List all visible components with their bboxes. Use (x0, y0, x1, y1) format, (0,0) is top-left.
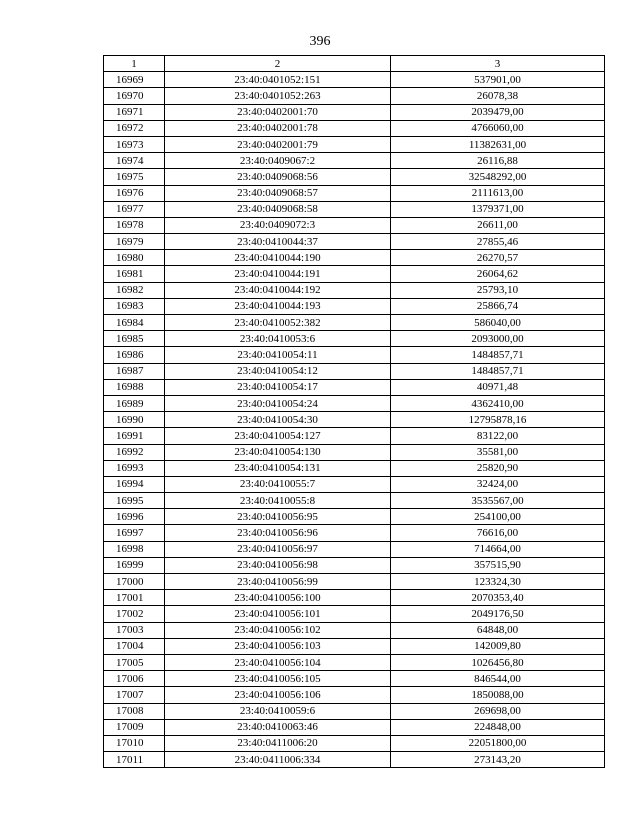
value-cell: 142009,80 (391, 638, 605, 654)
table-row (104, 153, 605, 169)
value-cell: 25820,90 (391, 460, 605, 476)
row-number-cell: 16991 (104, 428, 165, 444)
cadastral-number-cell: 23:40:0410056:101 (165, 606, 391, 622)
row-number-cell: 17004 (104, 638, 165, 654)
row-number-cell: 16987 (104, 363, 165, 379)
table-row (104, 476, 605, 492)
value-cell: 32424,00 (391, 476, 605, 492)
table-row (104, 136, 605, 152)
row-number-cell: 17001 (104, 590, 165, 606)
cadastral-number-cell: 23:40:0401052:263 (165, 88, 391, 104)
table-row (104, 363, 605, 379)
table-row (104, 201, 605, 217)
row-number-cell: 16977 (104, 201, 165, 217)
row-number-cell: 16975 (104, 169, 165, 185)
value-cell: 32548292,00 (391, 169, 605, 185)
row-number-cell: 16981 (104, 266, 165, 282)
row-number-cell: 16994 (104, 476, 165, 492)
value-cell: 2070353,40 (391, 590, 605, 606)
table-row (104, 752, 605, 768)
value-cell: 11382631,00 (391, 136, 605, 152)
cadastral-number-cell: 23:40:0411006:334 (165, 752, 391, 768)
row-number-cell: 16979 (104, 234, 165, 250)
cadastral-number-cell: 23:40:0410055:7 (165, 476, 391, 492)
table-row (104, 638, 605, 654)
cadastral-number-cell: 23:40:0410056:104 (165, 654, 391, 670)
value-cell: 26078,38 (391, 88, 605, 104)
table-row (104, 444, 605, 460)
cadastral-number-cell: 23:40:0410056:97 (165, 541, 391, 557)
value-cell: 2111613,00 (391, 185, 605, 201)
value-cell: 123324,30 (391, 574, 605, 590)
row-number-cell: 17005 (104, 654, 165, 670)
cadastral-number-cell: 23:40:0410044:192 (165, 282, 391, 298)
value-cell: 1379371,00 (391, 201, 605, 217)
row-number-cell: 16998 (104, 541, 165, 557)
row-number-cell: 16989 (104, 395, 165, 411)
table-row (104, 493, 605, 509)
table-row (104, 606, 605, 622)
table-row (104, 395, 605, 411)
value-cell: 2093000,00 (391, 331, 605, 347)
table-row (104, 250, 605, 266)
table-row (104, 509, 605, 525)
value-cell: 12795878,16 (391, 412, 605, 428)
table-row (104, 72, 605, 88)
table-row (104, 282, 605, 298)
value-cell: 26064,62 (391, 266, 605, 282)
table-row (104, 525, 605, 541)
cadastral-number-cell: 23:40:0410054:30 (165, 412, 391, 428)
cadastral-number-cell: 23:40:0410056:96 (165, 525, 391, 541)
row-number-cell: 16978 (104, 217, 165, 233)
row-number-cell: 16976 (104, 185, 165, 201)
table-row (104, 266, 605, 282)
value-cell: 224848,00 (391, 719, 605, 735)
value-cell: 35581,00 (391, 444, 605, 460)
cadastral-number-cell: 23:40:0402001:78 (165, 120, 391, 136)
table-row (104, 557, 605, 573)
row-number-cell: 16999 (104, 557, 165, 573)
page-number: 396 (309, 34, 331, 49)
cadastral-number-cell: 23:40:0410056:100 (165, 590, 391, 606)
row-number-cell: 16992 (104, 444, 165, 460)
value-cell: 25793,10 (391, 282, 605, 298)
table-row (104, 654, 605, 670)
row-number-cell: 17006 (104, 671, 165, 687)
cadastral-number-cell: 23:40:0409068:58 (165, 201, 391, 217)
table-row (104, 120, 605, 136)
value-cell: 2049176,50 (391, 606, 605, 622)
cadastral-number-cell: 23:40:0401052:151 (165, 72, 391, 88)
value-cell: 76616,00 (391, 525, 605, 541)
cadastral-number-cell: 23:40:0402001:70 (165, 104, 391, 120)
cadastral-number-cell: 23:40:0402001:79 (165, 136, 391, 152)
value-cell: 586040,00 (391, 315, 605, 331)
row-number-cell: 16984 (104, 315, 165, 331)
cadastral-number-cell: 23:40:0409067:2 (165, 153, 391, 169)
cadastral-number-cell: 23:40:0410056:105 (165, 671, 391, 687)
value-cell: 4362410,00 (391, 395, 605, 411)
row-number-cell: 16995 (104, 493, 165, 509)
value-cell: 27855,46 (391, 234, 605, 250)
row-number-cell: 16982 (104, 282, 165, 298)
value-cell: 537901,00 (391, 72, 605, 88)
cadastral-number-cell: 23:40:0409068:57 (165, 185, 391, 201)
table-row (104, 703, 605, 719)
row-number-cell: 16996 (104, 509, 165, 525)
table-row (104, 169, 605, 185)
table-row (104, 88, 605, 104)
value-cell: 846544,00 (391, 671, 605, 687)
table-row (104, 234, 605, 250)
cadastral-number-cell: 23:40:0410054:12 (165, 363, 391, 379)
cadastral-number-cell: 23:40:0410054:131 (165, 460, 391, 476)
value-cell: 1484857,71 (391, 347, 605, 363)
row-number-cell: 16986 (104, 347, 165, 363)
table-row (104, 217, 605, 233)
cadastral-number-cell: 23:40:0409072:3 (165, 217, 391, 233)
row-number-cell: 16988 (104, 379, 165, 395)
cadastral-number-cell: 23:40:0410056:102 (165, 622, 391, 638)
cadastral-number-cell: 23:40:0410044:190 (165, 250, 391, 266)
table-row (104, 379, 605, 395)
row-number-cell: 17008 (104, 703, 165, 719)
row-number-cell: 16993 (104, 460, 165, 476)
row-number-cell: 16973 (104, 136, 165, 152)
table-row (104, 460, 605, 476)
table-row (104, 331, 605, 347)
cadastral-number-cell: 23:40:0411006:20 (165, 735, 391, 751)
row-number-cell: 17007 (104, 687, 165, 703)
cadastral-number-cell: 23:40:0410056:98 (165, 557, 391, 573)
header-cell-3: 3 (391, 56, 605, 72)
value-cell: 26611,00 (391, 217, 605, 233)
cadastral-number-cell: 23:40:0410054:17 (165, 379, 391, 395)
value-cell: 269698,00 (391, 703, 605, 719)
row-number-cell: 16974 (104, 153, 165, 169)
table-row (104, 412, 605, 428)
cadastral-number-cell: 23:40:0410054:127 (165, 428, 391, 444)
value-cell: 83122,00 (391, 428, 605, 444)
value-cell: 40971,48 (391, 379, 605, 395)
header-cell-1: 1 (104, 56, 165, 72)
value-cell: 3535567,00 (391, 493, 605, 509)
value-cell: 273143,20 (391, 752, 605, 768)
table-row (104, 541, 605, 557)
cadastral-number-cell: 23:40:0410054:11 (165, 347, 391, 363)
table-header (104, 56, 605, 72)
table-row (104, 298, 605, 314)
row-number-cell: 16971 (104, 104, 165, 120)
row-number-cell: 16980 (104, 250, 165, 266)
value-cell: 64848,00 (391, 622, 605, 638)
value-cell: 254100,00 (391, 509, 605, 525)
cadastral-number-cell: 23:40:0410052:382 (165, 315, 391, 331)
cadastral-number-cell: 23:40:0410056:106 (165, 687, 391, 703)
value-cell: 1850088,00 (391, 687, 605, 703)
row-number-cell: 17010 (104, 735, 165, 751)
value-cell: 25866,74 (391, 298, 605, 314)
table-row (104, 574, 605, 590)
cadastral-number-cell: 23:40:0410055:8 (165, 493, 391, 509)
row-number-cell: 16990 (104, 412, 165, 428)
table-body (104, 72, 605, 768)
header-row (104, 56, 605, 72)
value-cell: 2039479,00 (391, 104, 605, 120)
cadastral-number-cell: 23:40:0410056:99 (165, 574, 391, 590)
cadastral-number-cell: 23:40:0410056:95 (165, 509, 391, 525)
row-number-cell: 17002 (104, 606, 165, 622)
table-row (104, 687, 605, 703)
value-cell: 4766060,00 (391, 120, 605, 136)
table-row (104, 622, 605, 638)
cadastral-number-cell: 23:40:0409068:56 (165, 169, 391, 185)
cadastral-number-cell: 23:40:0410044:193 (165, 298, 391, 314)
row-number-cell: 16997 (104, 525, 165, 541)
value-cell: 357515,90 (391, 557, 605, 573)
row-number-cell: 17011 (104, 752, 165, 768)
header-cell-2: 2 (165, 56, 391, 72)
cadastral-number-cell: 23:40:0410044:191 (165, 266, 391, 282)
value-cell: 26116,88 (391, 153, 605, 169)
value-cell: 1484857,71 (391, 363, 605, 379)
table-row (104, 428, 605, 444)
value-cell: 22051800,00 (391, 735, 605, 751)
row-number-cell: 16983 (104, 298, 165, 314)
table-row (104, 735, 605, 751)
value-cell: 26270,57 (391, 250, 605, 266)
table-row (104, 590, 605, 606)
row-number-cell: 17009 (104, 719, 165, 735)
table-row (104, 719, 605, 735)
table-row (104, 347, 605, 363)
row-number-cell: 16972 (104, 120, 165, 136)
table-row (104, 671, 605, 687)
row-number-cell: 17003 (104, 622, 165, 638)
row-number-cell: 16970 (104, 88, 165, 104)
cadastral-number-cell: 23:40:0410044:37 (165, 234, 391, 250)
value-cell: 1026456,80 (391, 654, 605, 670)
cadastral-number-cell: 23:40:0410054:130 (165, 444, 391, 460)
data-table (103, 55, 605, 768)
row-number-cell: 16969 (104, 72, 165, 88)
cadastral-number-cell: 23:40:0410063:46 (165, 719, 391, 735)
value-cell: 714664,00 (391, 541, 605, 557)
table-row (104, 185, 605, 201)
cadastral-number-cell: 23:40:0410056:103 (165, 638, 391, 654)
table-row (104, 315, 605, 331)
cadastral-number-cell: 23:40:0410053:6 (165, 331, 391, 347)
cadastral-number-cell: 23:40:0410059:6 (165, 703, 391, 719)
table-row (104, 104, 605, 120)
row-number-cell: 16985 (104, 331, 165, 347)
cadastral-number-cell: 23:40:0410054:24 (165, 395, 391, 411)
row-number-cell: 17000 (104, 574, 165, 590)
